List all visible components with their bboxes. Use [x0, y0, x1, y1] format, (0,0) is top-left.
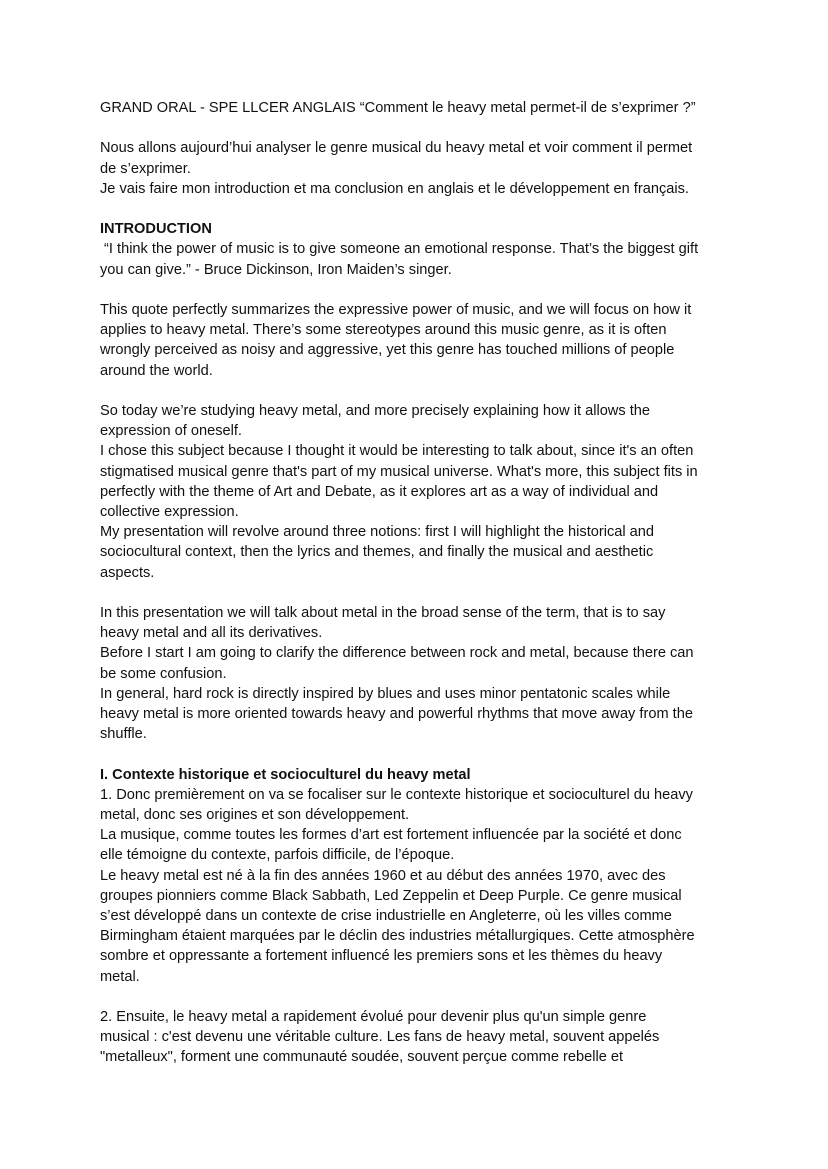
text-line: In this presentation we will talk about metal in the broad sense of the term, that is to say [100, 605, 666, 621]
text-line: Before I start I am going to clarify the difference between rock and metal, because there can [100, 645, 694, 662]
title-line: GRAND ORAL - SPE LLCER ANGLAIS “Comment le heavy metal permet-il de s’exprimer ?” [100, 100, 696, 116]
spacer [100, 987, 740, 1007]
text-line: applies to heavy metal. There’s some stereotypes around this music genre, as it is often [100, 322, 667, 339]
text-line: Le heavy metal est né à la fin des années 1960 et au début des années 1970, avec des [100, 867, 666, 884]
text-line: heavy metal is more oriented towards heavy and powerful rhythms that move away from the [100, 706, 693, 723]
intro-paragraph-1 [100, 300, 740, 381]
text-line: be some confusion. [100, 665, 227, 682]
section-1-heading [100, 765, 740, 785]
text-line: I chose this subject because I thought it would be interesting to talk about, since it's an often [100, 443, 694, 460]
spacer [100, 199, 740, 219]
document-page [100, 98, 740, 1068]
text-line: shuffle. [100, 726, 147, 743]
intro-paragraph-2 [100, 401, 740, 583]
text-line: metal, donc ses origines et son développement. [100, 807, 410, 824]
text-line: expression of oneself. [100, 423, 242, 440]
heading-text: INTRODUCTION [100, 221, 212, 238]
text-line: In general, hard rock is directly inspired by blues and uses minor pentatonic scales while [100, 685, 671, 702]
text-line: you can give.” - Bruce Dickinson, Iron Maiden’s singer. [100, 261, 452, 278]
text-line: "metalleux", forment une communauté soudée, souvent perçue comme rebelle et [100, 1049, 624, 1066]
section-1-part-1 [100, 785, 740, 987]
intro-french-paragraph [100, 138, 740, 199]
text-line: collective expression. [100, 504, 239, 520]
text-line: 1. Donc premièrement on va se focaliser sur le contexte historique et socioculturel du heavy [100, 786, 693, 803]
text-line: Nous allons aujourd’hui analyser le genre musical du heavy metal et voir comment il permet [100, 140, 693, 157]
text-line: Birmingham étaient marquées par le déclin des industries métallurgiques. Cette atmosphère [100, 928, 695, 945]
text-line: So today we’re studying heavy metal, and more precisely explaining how it allows the [100, 402, 650, 419]
introduction-heading [100, 219, 740, 239]
text-line: wrongly perceived as noisy and aggressive, yet this genre has touched millions of people [100, 342, 675, 359]
heading-text: I. Contexte historique et socioculturel du heavy metal [100, 766, 471, 783]
text-line: elle témoigne du contexte, parfois difficile, de l’époque. [100, 847, 455, 864]
text-line: 2. Ensuite, le heavy metal a rapidement évolué pour devenir plus qu'un simple genre [100, 1009, 647, 1026]
text-line: “I think the power of music is to give someone an emotional response. That’s the biggest gift [100, 241, 699, 258]
text-line: groupes pionniers comme Black Sabbath, Led Zeppelin et Deep Purple. Ce genre musical [100, 887, 682, 904]
text-line: My presentation will revolve around three notions: first I will highlight the historical and [100, 524, 655, 541]
text-line: perfectly with the theme of Art and Debate, as it explores art as a way of individual and [100, 483, 659, 500]
text-line: aspects. [100, 564, 155, 581]
text-line: heavy metal and all its derivatives. [100, 625, 323, 642]
spacer [100, 381, 740, 401]
spacer [100, 583, 740, 603]
text-line: metal. [100, 968, 140, 985]
text-line: stigmatised musical genre that's part of my musical universe. What's more, this subject fits in [100, 463, 698, 480]
intro-paragraph-3 [100, 603, 740, 744]
spacer [100, 280, 740, 300]
spacer [100, 118, 740, 138]
text-line: sombre et oppressante a fortement influencé les premiers sons et les thèmes du heavy [100, 948, 663, 965]
text-line: s’est développé dans un contexte de crise industrielle en Angleterre, où les villes comme [100, 908, 672, 925]
text-line: Je vais faire mon introduction et ma conclusion en anglais et le développement en français. [100, 180, 689, 197]
quote-paragraph [100, 239, 740, 279]
text-line: La musique, comme toutes les formes d’art est fortement influencée par la société et donc [100, 827, 682, 844]
text-line: around the world. [100, 362, 213, 379]
text-line: sociocultural context, then the lyrics and themes, and finally the musical and aesthetic [100, 544, 654, 561]
text-line: de s’exprimer. [100, 160, 191, 177]
document-title [100, 98, 740, 118]
section-1-part-2 [100, 1007, 740, 1068]
text-line: musical : c'est devenu une véritable culture. Les fans de heavy metal, souvent appelés [100, 1029, 660, 1046]
text-line: This quote perfectly summarizes the expressive power of music, and we will focus on how it [100, 301, 692, 318]
spacer [100, 744, 740, 764]
